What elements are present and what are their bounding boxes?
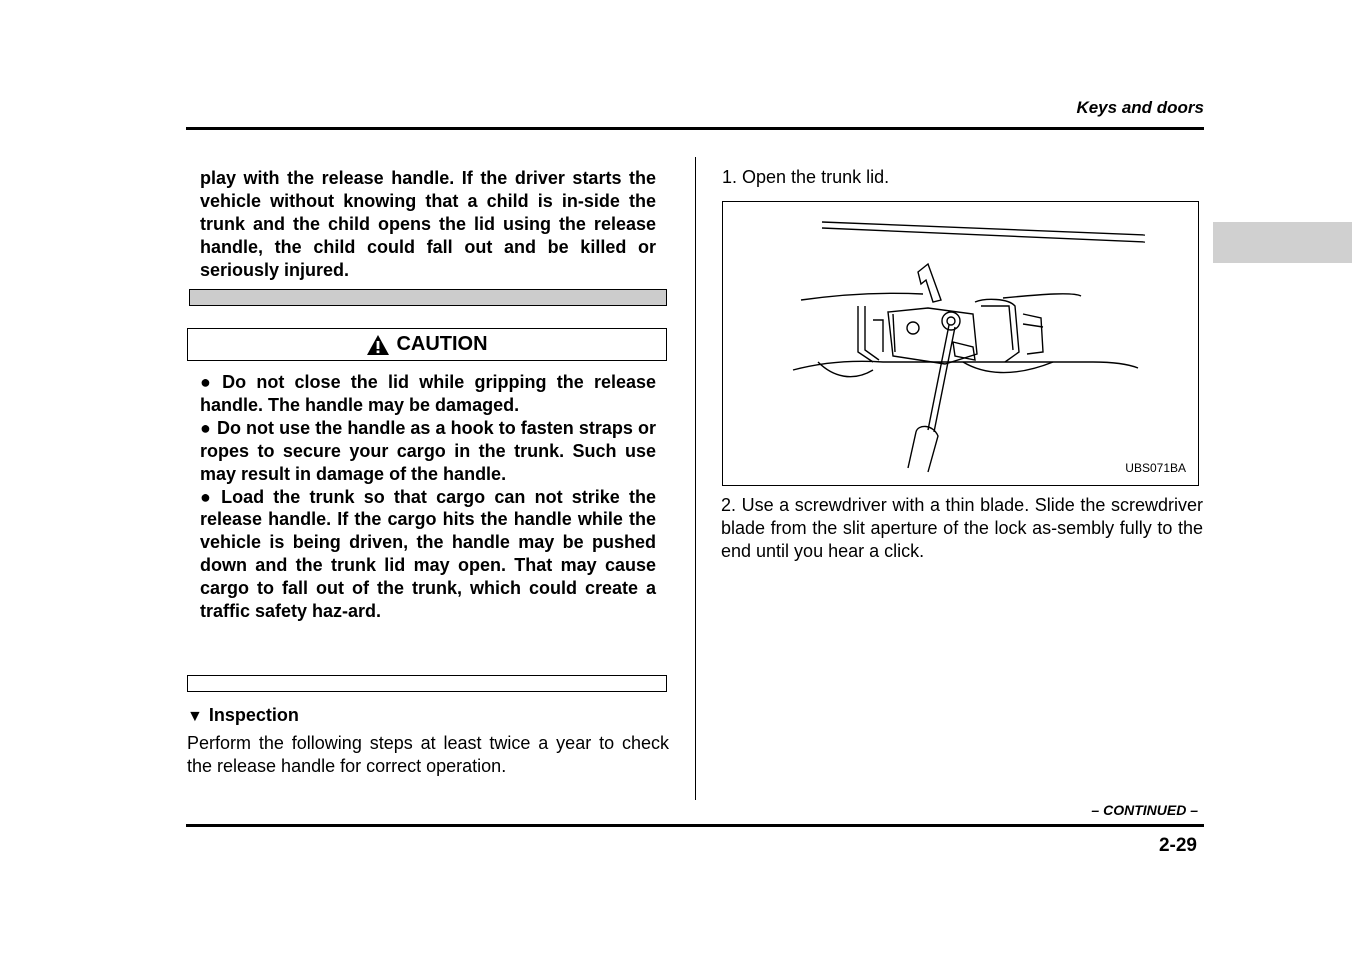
- caution-label: CAUTION: [396, 333, 488, 355]
- trunk-lock-illustration: [723, 202, 1198, 485]
- warning-continuation: play with the release handle. If the driver starts the vehicle without knowing that a child is in-side the trunk and the child opens the lid using the release handle, the child could fall out and be killed or seriously injured.: [200, 168, 656, 280]
- step-1-text: 1. Open the trunk lid.: [722, 167, 890, 187]
- illustration-figure: [722, 201, 1199, 486]
- caution-bullet: [200, 486, 656, 623]
- inspection-paragraph: Perform the following steps at least twice a year to check the release handle for correct operation.: [187, 733, 669, 776]
- caution-bullet-list: [200, 371, 656, 623]
- caution-bullet: [200, 371, 656, 417]
- page-number: 2-29: [1158, 835, 1197, 856]
- step-2-text: 2. Use a screwdriver with a thin blade. Slide the screwdriver blade from the slit aperture of the lock as-sembly fully to the end until you hear a click.: [721, 495, 1203, 561]
- caution-bullet-text: Do not close the lid while gripping the release handle. The handle may be damaged.: [200, 372, 657, 415]
- warning-end-bar: [189, 289, 667, 306]
- caution-header: [187, 328, 667, 361]
- header-rule: [186, 127, 1204, 130]
- continued-label: – CONTINUED –: [1091, 802, 1198, 818]
- warning-triangle-icon: [366, 334, 390, 356]
- triangle-down-icon: ▼: [187, 708, 203, 725]
- caution-bullet-text: Do not use the handle as a hook to fasten straps or ropes to secure your cargo in the trunk. Such use may result in damage of the handle.: [200, 417, 657, 484]
- section-title: Inspection: [208, 705, 299, 725]
- column-divider: [695, 157, 696, 800]
- page-header-title: Keys and doors: [1076, 98, 1204, 117]
- side-section-tab: [1213, 222, 1352, 263]
- footer-rule: [186, 824, 1204, 827]
- caution-end-box: [187, 675, 667, 692]
- caution-bullet: [200, 417, 656, 486]
- figure-code: UBS071BA: [1125, 461, 1186, 475]
- bullet-dot-icon: ●: [200, 486, 216, 507]
- bullet-dot-icon: ●: [200, 417, 211, 438]
- section-heading: [187, 705, 299, 726]
- bullet-dot-icon: ●: [200, 372, 217, 392]
- caution-bullet-text: Load the trunk so that cargo can not strike the release handle. If the cargo hits the handle while the vehicle is being driven, the handle may be pushed down and the trunk lid may open. That may cause cargo to fall out of the trunk, which could create a traffic safety haz-ard.: [200, 486, 657, 622]
